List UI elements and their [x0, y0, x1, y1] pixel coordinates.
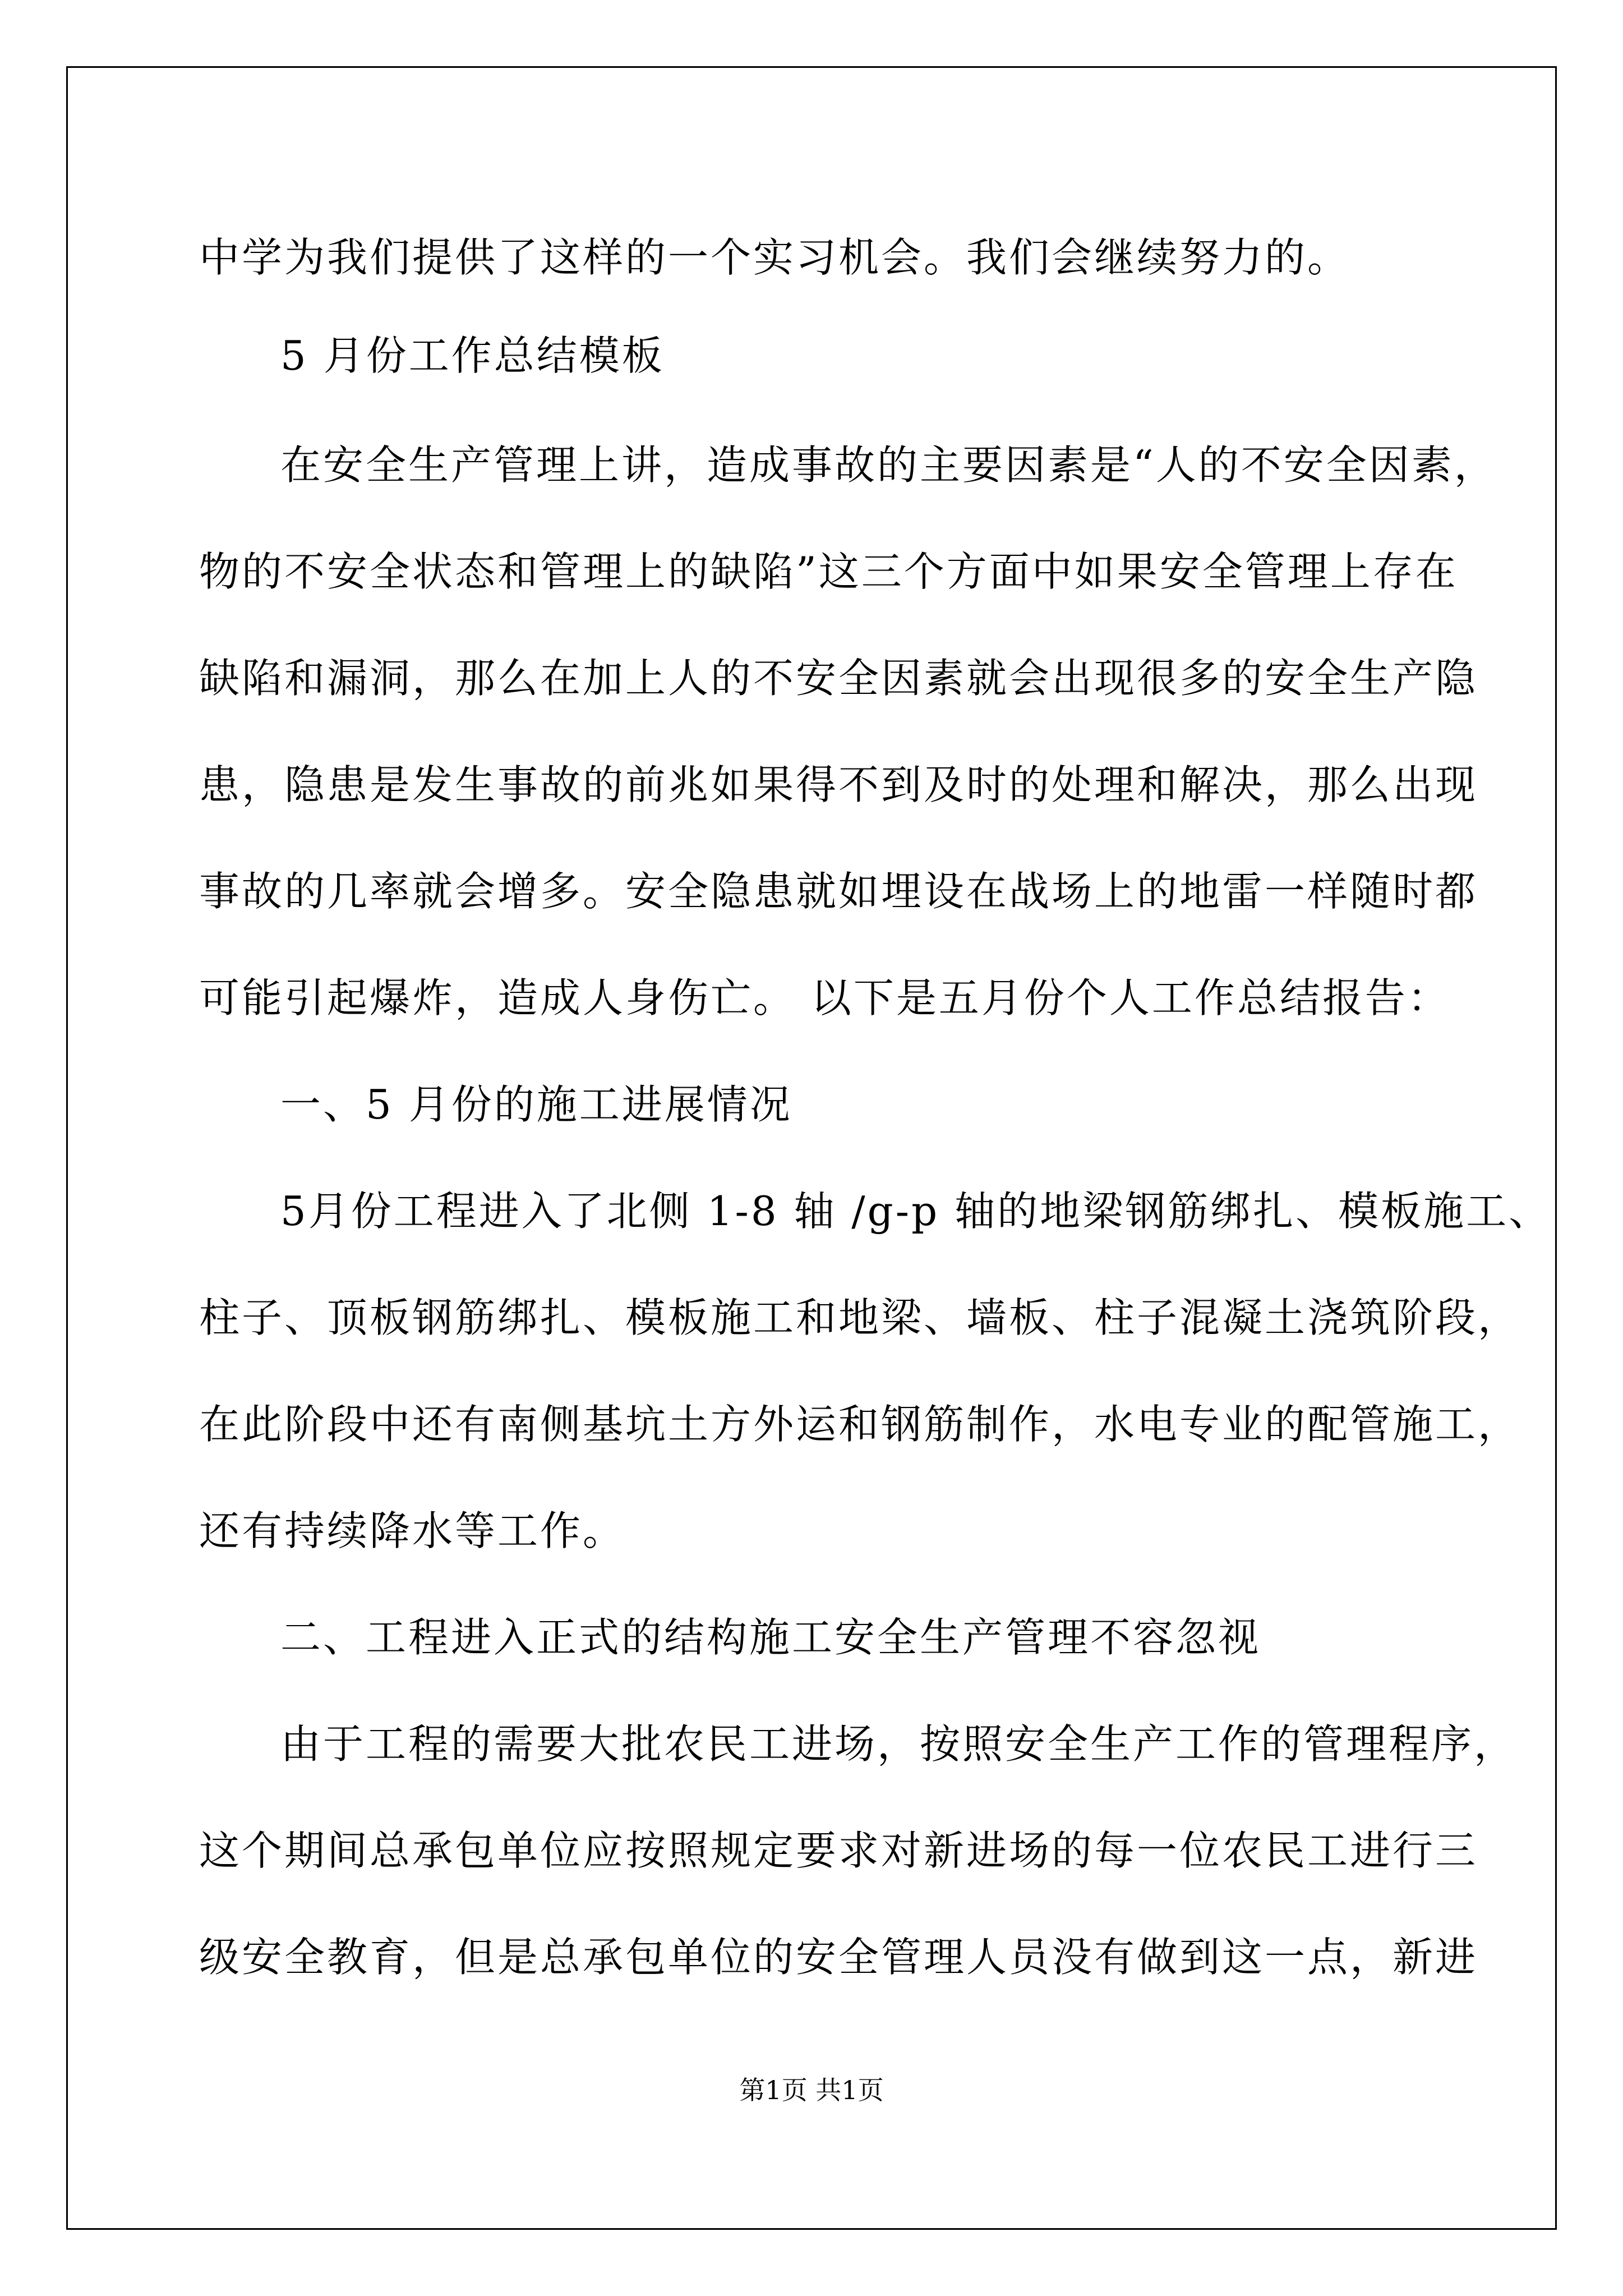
body-text-line: 由于工程的需要大批农民工进场，按照安全生产工作的管理程序，: [280, 1720, 1517, 1768]
section-heading: 二、工程进入正式的结构施工安全生产管理不容忽视: [280, 1614, 1261, 1661]
body-text-line: 缺陷和漏洞，那么在加上人的不安全因素就会出现很多的安全生产隐: [199, 655, 1478, 702]
page-border: [66, 66, 1557, 2230]
body-text-line: 级安全教育，但是总承包单位的安全管理人员没有做到这一点，新进: [199, 1934, 1478, 1981]
page-footer: 第1页 共1页: [739, 2075, 884, 2105]
body-text-line: 柱子、顶板钢筋绑扎、模板施工和地梁、墙板、柱子混凝土浇筑阶段，: [199, 1294, 1521, 1341]
body-text-line: 可能引起爆炸，造成人身伤亡。 以下是五月份个人工作总结报告：: [199, 974, 1450, 1022]
body-text-line: 物的不安全状态和管理上的缺陷”这三个方面中如果安全管理上存在: [199, 548, 1458, 595]
body-text-line: 还有持续降水等工作。: [199, 1507, 626, 1554]
section-heading: 5 月份工作总结模板: [280, 332, 665, 379]
section-heading: 一、5 月份的施工进展情况: [280, 1081, 792, 1128]
body-text-line: 这个期间总承包单位应按照规定要求对新进场的每一位农民工进行三: [199, 1827, 1478, 1874]
body-text-line: 5月份工程进入了北侧 1-8 轴 /g-p 轴的地梁钢筋绑扎、模板施工、: [280, 1188, 1552, 1235]
body-text-line: 事故的几率就会增多。安全隐患就如埋设在战场上的地雷一样随时都: [199, 868, 1478, 915]
body-text-line: 在安全生产管理上讲，造成事故的主要因素是“人的不安全因素，: [280, 441, 1497, 489]
body-text-line: 在此阶段中还有南侧基坑土方外运和钢筋制作，水电专业的配管施工，: [199, 1401, 1521, 1448]
body-text-line: 中学为我们提供了这样的一个实习机会。我们会继续努力的。: [199, 234, 1350, 281]
body-text-line: 患，隐患是发生事故的前兆如果得不到及时的处理和解决，那么出现: [199, 761, 1478, 808]
